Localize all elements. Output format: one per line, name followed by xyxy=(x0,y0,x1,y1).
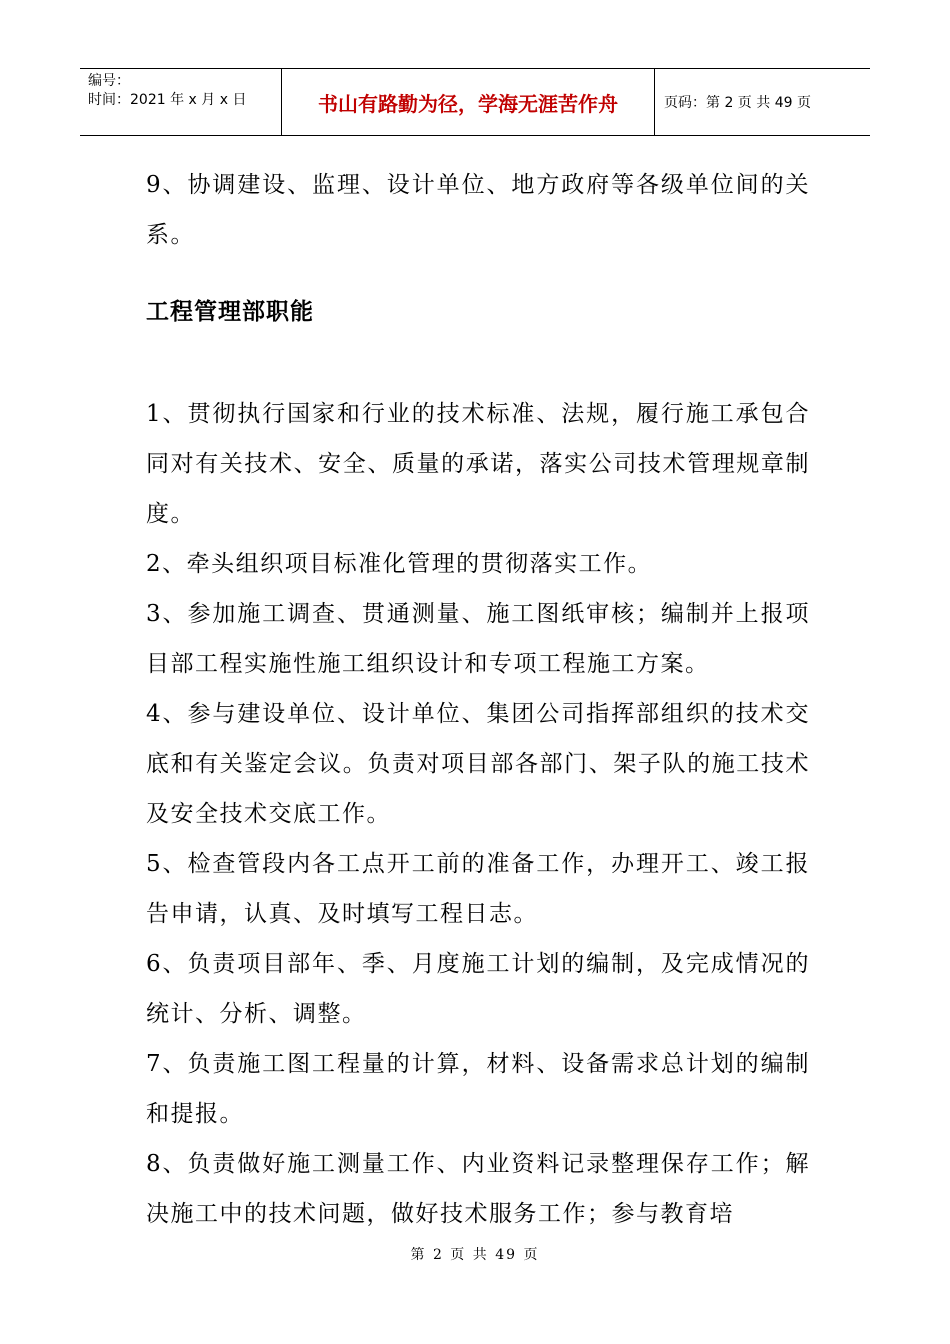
list-item: 2、牵头组织项目标准化管理的贯彻落实工作。 xyxy=(146,551,653,577)
page-footer: 第 2 页 共 49 页 xyxy=(410,1247,540,1263)
document-body xyxy=(146,160,810,1239)
list-item: 6、负责项目部年、季、月度施工计划的编制，及完成情况的统计、分析、调整。 xyxy=(146,951,810,1027)
list-item: 5、检查管段内各工点开工前的准备工作，办理开工、竣工报告申请，认真、及时填写工程日志。 xyxy=(146,851,810,927)
list-item: 4、参与建设单位、设计单位、集团公司指挥部组织的技术交底和有关鉴定会议。负责对项目部各部门、架子队的施工技术及安全技术交底工作。 xyxy=(146,701,810,827)
document-number-label: 编号： xyxy=(88,73,130,89)
header-motto: 书山有路勤为径，学海无涯苦作舟 xyxy=(281,69,655,135)
header-page-info: 页码：第 2 页 共 49 页 xyxy=(664,95,811,111)
list-item: 3、参加施工调查、贯通测量、施工图纸审核；编制并上报项目部工程实施性施工组织设计和专项工程施工方案。 xyxy=(146,601,810,677)
list-item: 7、负责施工图工程量的计算，材料、设备需求总计划的编制和提报。 xyxy=(146,1051,810,1127)
intro-paragraph: 9、协调建设、监理、设计单位、地方政府等各级单位间的关系。 xyxy=(146,172,810,248)
document-date-label: 时间：2021 年 x 月 x 日 xyxy=(88,92,247,108)
document-header xyxy=(80,68,870,136)
list-item: 1、贯彻执行国家和行业的技术标准、法规，履行施工承包合同对有关技术、安全、质量的承诺，落实公司技术管理规章制度。 xyxy=(146,401,810,527)
section-title: 工程管理部职能 xyxy=(146,298,314,325)
header-meta xyxy=(80,69,281,135)
list-item: 8、负责做好施工测量工作、内业资料记录整理保存工作；解决施工中的技术问题，做好技术服务工作；参与教育培 xyxy=(146,1151,810,1227)
